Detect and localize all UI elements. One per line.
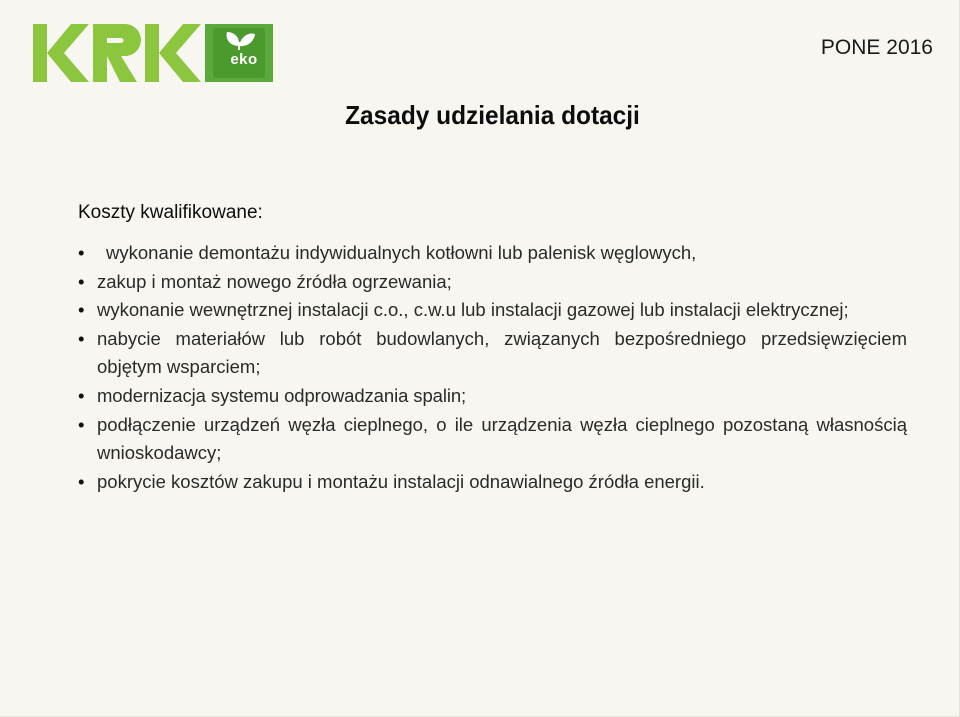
list-item: • pokrycie kosztów zakupu i montażu instalacji odnawialnego źródła energii. — [78, 468, 907, 497]
list-item: • modernizacja systemu odprowadzania spalin; — [78, 382, 907, 411]
krk-eko-logo — [33, 24, 273, 82]
list-item: • wykonanie demontażu indywidualnych kotłowni lub palenisk węglowych, — [78, 239, 907, 268]
logo-text: eko — [230, 51, 258, 68]
list-item: • podłączenie urządzeń węzła cieplnego, o ile urządzenia węzła cieplnego pozostaną własnością wnioskodawcy; — [78, 411, 907, 468]
corner-label: PONE 2016 — [820, 36, 933, 59]
bullet-list — [78, 239, 907, 496]
section-heading: Koszty kwalifikowane: — [78, 202, 263, 223]
list-item: • zakup i montaż nowego źródła ogrzewania; — [78, 268, 907, 297]
list-item: • wykonanie wewnętrznej instalacji c.o., c.w.u lub instalacji gazowej lub instalacji elektrycznej; — [78, 296, 907, 325]
page-title: Zasady udzielania dotacji — [345, 100, 640, 130]
list-item: • nabycie materiałów lub robót budowlanych, związanych bezpośredniego przedsięwzięciem objętym wsparciem; — [78, 325, 907, 382]
